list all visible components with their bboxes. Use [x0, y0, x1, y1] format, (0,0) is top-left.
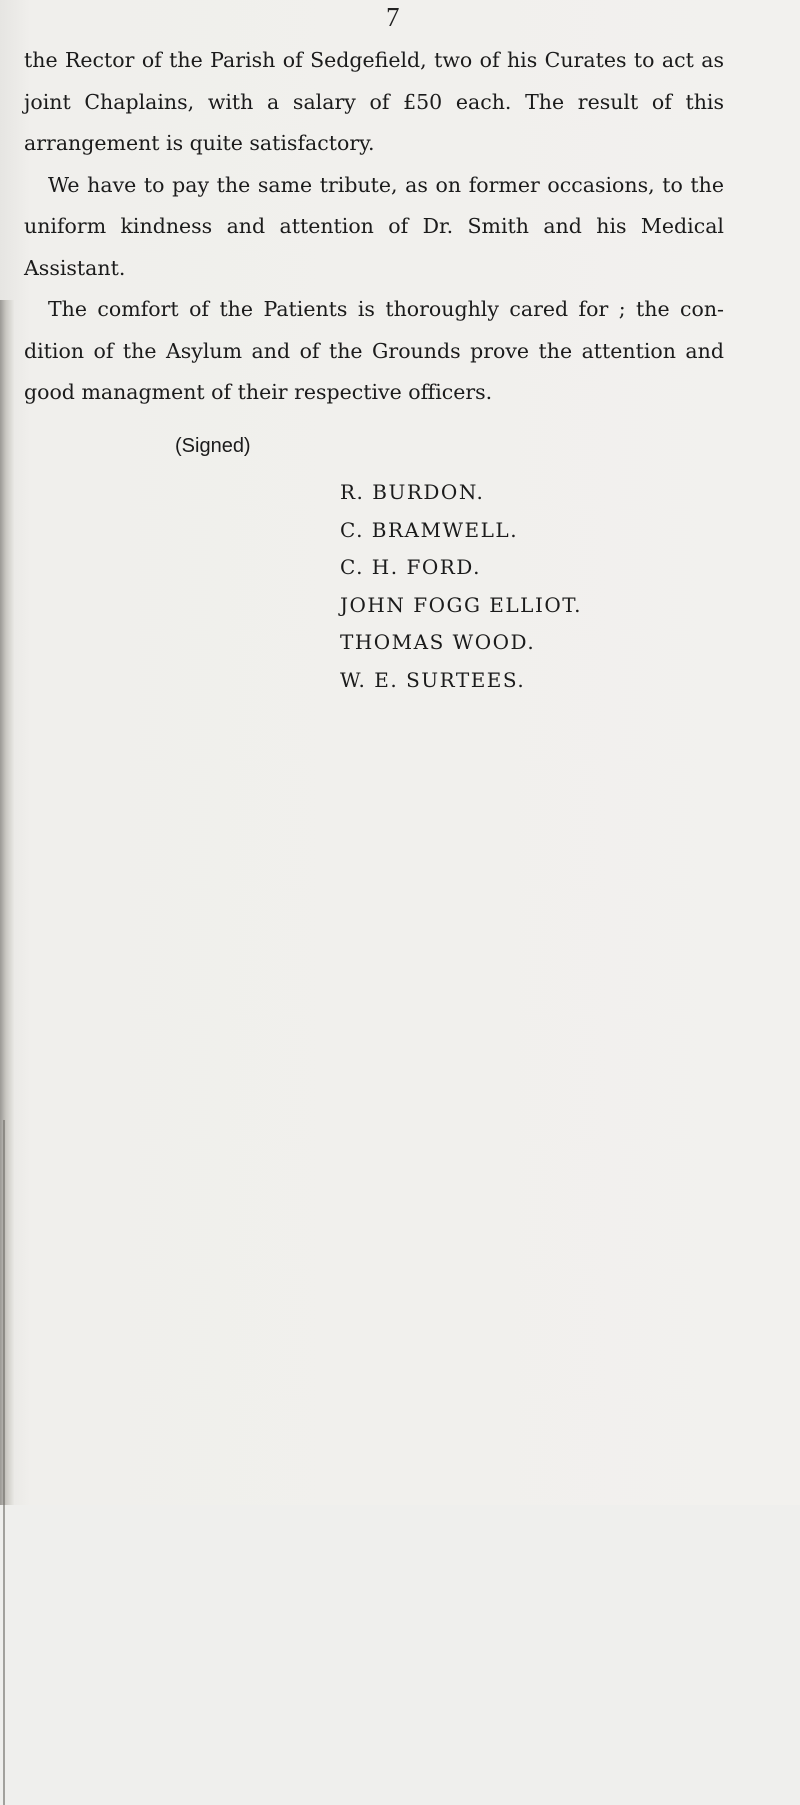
body-line: The comfort of the Patients is thoroughly cared for ; the con- [48, 297, 724, 321]
signatory-name: W. E. SURTEES. [340, 667, 526, 692]
signatory-name: JOHN FOGG ELLIOT. [340, 592, 583, 617]
body-line: good managment of their respective officers. [24, 380, 493, 404]
binding-edge-line [3, 1120, 5, 1805]
signed-label: (Signed) [175, 435, 251, 457]
body-line: arrangement is quite satisfactory. [24, 131, 375, 155]
body-line: joint Chaplains, with a salary of £50 each. The result of this [24, 89, 724, 114]
body-line: Assistant. [24, 255, 126, 280]
body-line: dition of the Asylum and of the Grounds prove the attention and [24, 338, 724, 363]
body-line: uniform kindness and attention of Dr. Smith and his Medical [24, 214, 724, 238]
page-binding-shadow [0, 300, 14, 1505]
signatory-name: C. H. FORD. [340, 555, 481, 579]
signatory-name: THOMAS WOOD. [340, 630, 536, 654]
signatories-list [340, 474, 582, 699]
page-number: 7 [386, 2, 400, 32]
body-line: the Rector of the Parish of Sedgefield, two of his Curates to act as [24, 48, 724, 72]
report-body [24, 40, 724, 414]
body-line: We have to pay the same tribute, as on former occasions, to the [48, 172, 724, 197]
signatory-name: C. BRAMWELL. [340, 517, 519, 542]
signatory-name: R. BURDON. [340, 480, 485, 504]
